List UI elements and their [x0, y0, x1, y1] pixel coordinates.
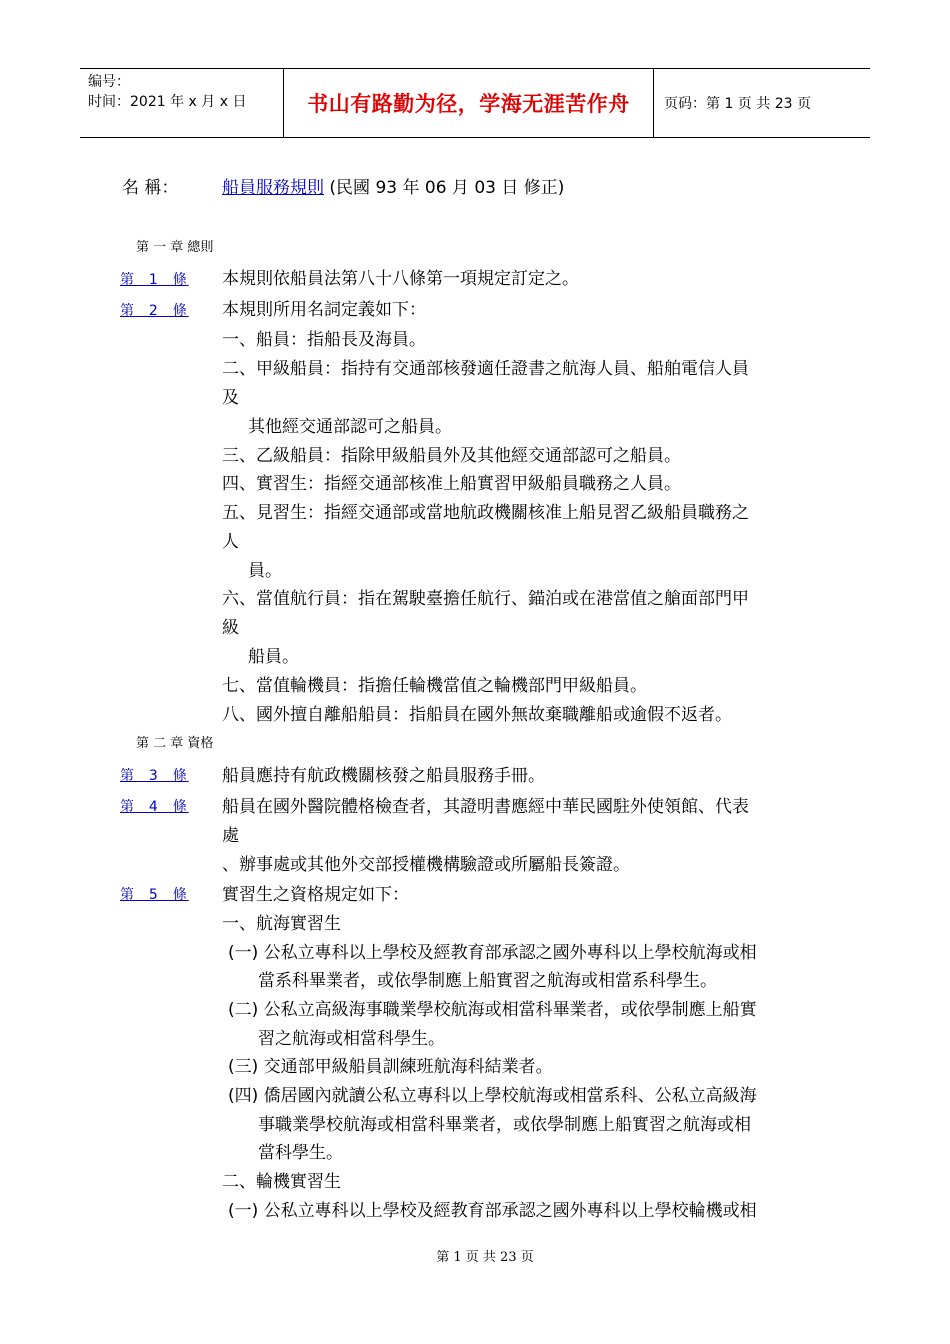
document-title: [122, 175, 564, 201]
article-4-link[interactable]: 第 4 條: [120, 799, 189, 815]
text-line: (一) 公私立專科以上學校及經教育部承認之國外專科以上學校輪機或相: [228, 1201, 757, 1221]
text-line: 級: [222, 618, 239, 638]
document-number-label: 编号：: [88, 74, 130, 90]
text-line: 實習生之資格規定如下：: [222, 885, 409, 905]
text-line: 船員在國外醫院體格檢查者，其證明書應經中華民國駐外使領館、代表: [222, 797, 749, 817]
text-line: 本規則所用名詞定義如下：: [222, 300, 426, 320]
title-amendment-date: (民國 93 年 06 月 03 日 修正): [324, 178, 565, 198]
footer-page-number: 第 1 页 共 23 页: [436, 1250, 534, 1265]
regulation-title-link[interactable]: 船員服務規則: [222, 178, 324, 198]
text-line: 當系科畢業者，或依學制應上船實習之航海或相當系科學生。: [258, 971, 717, 991]
title-label: 名 稱：: [122, 178, 179, 198]
text-line: 其他經交通部認可之船員。: [248, 417, 452, 437]
header-motto: 书山有路勤为径，学海无涯苦作舟: [307, 92, 630, 116]
text-line: 船員。: [248, 647, 299, 667]
text-line: 六、當值航行員：指在駕駛臺擔任航行、錨泊或在港當值之艙面部門甲: [222, 589, 749, 609]
text-line: 二、甲級船員：指持有交通部核發適任證書之航海人員、船舶電信人員: [222, 359, 749, 379]
text-line: 當科學生。: [258, 1143, 343, 1163]
text-line: 一、船員：指船長及海員。: [222, 330, 426, 350]
text-line: 員。: [248, 561, 282, 581]
article-1-label: [120, 269, 189, 291]
header-left-cell: [80, 69, 283, 137]
text-line: (一) 公私立專科以上學校及經教育部承認之國外專科以上學校航海或相: [228, 943, 757, 963]
document-time-label: 时间：2021 年 x 月 x 日: [88, 94, 247, 110]
text-line: 事職業學校航海或相當科畢業者，或依學制應上船實習之航海或相: [258, 1115, 751, 1135]
article-3-label: [120, 765, 189, 787]
text-line: 本規則依船員法第八十八條第一項規定訂定之。: [222, 269, 579, 289]
article-1-link[interactable]: 第 1 條: [120, 272, 189, 288]
chapter-1-heading: 第 一 章 總則: [136, 240, 214, 255]
text-line: 七、當值輪機員：指擔任輪機當值之輪機部門甲級船員。: [222, 676, 647, 696]
text-line: 習之航海或相當科學生。: [258, 1029, 445, 1049]
article-3-link[interactable]: 第 3 條: [120, 768, 189, 784]
text-line: 及: [222, 388, 239, 408]
article-5-link[interactable]: 第 5 條: [120, 887, 189, 903]
text-line: (三) 交通部甲級船員訓練班航海科結業者。: [228, 1057, 553, 1077]
text-line: 處: [222, 826, 239, 846]
text-line: 三、乙級船員：指除甲級船員外及其他經交通部認可之船員。: [222, 446, 681, 466]
article-2-link[interactable]: 第 2 條: [120, 303, 189, 319]
text-line: 二、輪機實習生: [222, 1172, 341, 1192]
text-line: 八、國外擅自離船船員：指船員在國外無故棄職離船或逾假不返者。: [222, 705, 732, 725]
text-line: 四、實習生：指經交通部核准上船實習甲級船員職務之人員。: [222, 474, 681, 494]
text-line: 一、航海實習生: [222, 914, 341, 934]
header-page-label: 页码：第 1 页 共 23 页: [664, 96, 811, 112]
header-page-cell: [654, 69, 870, 137]
text-line: (二) 公私立高級海事職業學校航海或相當科畢業者，或依學制應上船實: [228, 1000, 757, 1020]
text-line: (四) 僑居國內就讀公私立專科以上學校航海或相當系科、公私立高級海: [228, 1086, 757, 1106]
text-line: 船員應持有航政機關核發之船員服務手冊。: [222, 766, 545, 786]
chapter-2-heading: 第 二 章 資格: [136, 736, 214, 751]
page-footer: [0, 1246, 950, 1265]
text-line: 五、見習生：指經交通部或當地航政機關核准上船見習乙級船員職務之: [222, 503, 749, 523]
article-5-label: [120, 884, 189, 906]
text-line: 、辦事處或其他外交部授權機構驗證或所屬船長簽證。: [222, 855, 630, 875]
header-motto-cell: [283, 69, 654, 137]
page-header: [80, 68, 870, 138]
text-line: 人: [222, 532, 239, 552]
article-4-label: [120, 796, 189, 818]
article-2-label: [120, 300, 189, 322]
